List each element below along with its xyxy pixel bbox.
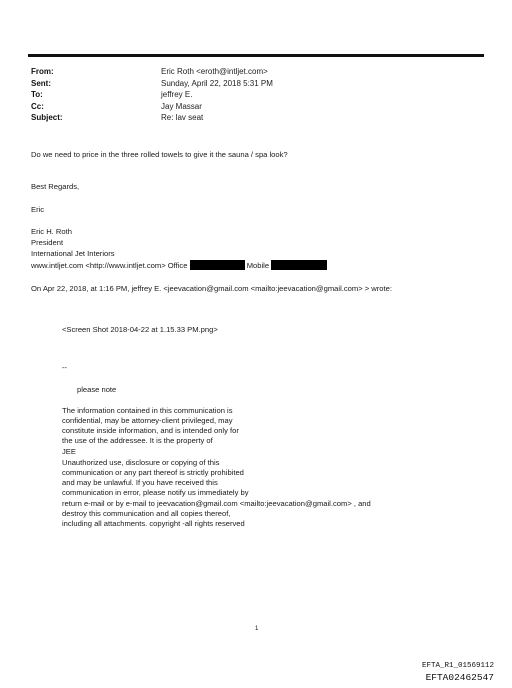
disclaimer-line: the use of the addressee. It is the property of: [62, 436, 213, 445]
please-note: please note: [77, 385, 117, 394]
to-label: To:: [31, 90, 43, 99]
cc-label: Cc:: [31, 101, 44, 111]
disclaimer-line: JEE: [62, 447, 76, 456]
subject-value: Re: lav seat: [161, 113, 204, 122]
to-value: jeffrey E.: [161, 90, 193, 99]
from-value: Eric Roth <eroth@intljet.com>: [161, 67, 268, 76]
disclaimer-line: confidential, may be attorney-client privileged, may: [62, 416, 233, 425]
to-row: [31, 89, 273, 101]
sent-row: [31, 78, 273, 90]
body-question: Do we need to price in the three rolled towels to give it the sauna / spa look?: [31, 150, 288, 159]
cc-value: Jay Massar: [161, 101, 202, 111]
signature-company: International Jet Interiors: [31, 249, 115, 258]
subject-row: [31, 112, 273, 124]
body-name: Eric: [31, 205, 45, 214]
page-number: 1: [255, 626, 259, 632]
redaction-mobile: [271, 260, 327, 270]
redaction-office: [190, 260, 245, 270]
disclaimer-line: Unauthorized use, disclosure or copying of this: [62, 458, 220, 467]
header-rule: [28, 54, 484, 57]
disclaimer-line: return e-mail or by e-mail to jeevacation@gmail.com <mailto:jeevacation@gmail.com> , and: [62, 499, 371, 508]
from-row: [31, 66, 273, 78]
email-header: [31, 66, 273, 124]
signature-mobile-label: Mobile: [246, 261, 270, 270]
attachment-reference: <Screen Shot 2018-04-22 at 1.15.33 PM.png>: [62, 325, 218, 334]
from-label: From:: [31, 67, 54, 76]
bates-number-primary: EFTA_R1_01569112: [421, 662, 494, 670]
signature-contact: [31, 260, 327, 271]
disclaimer-line: communication in error, please notify us immediately by: [62, 488, 249, 497]
disclaimer-line: destroy this communication and all copies thereof,: [62, 509, 231, 518]
body-regards: Best Regards,: [31, 182, 80, 191]
bates-number-secondary: EFTA02462547: [425, 672, 494, 683]
signature-name: Eric H. Roth: [31, 227, 72, 236]
signature-title: President: [31, 238, 64, 247]
disclaimer-line: constitute inside information, and is intended only for: [62, 426, 239, 435]
cc-row: [31, 101, 273, 113]
sent-value: Sunday, April 22, 2018 5:31 PM: [161, 78, 273, 88]
subject-label: Subject:: [31, 113, 63, 122]
disclaimer-line: The information contained in this communication is: [62, 406, 233, 415]
disclaimer-line: and may be unlawful. If you have received this: [62, 478, 218, 487]
sent-label: Sent:: [31, 78, 51, 88]
signature-web: www.intljet.com <http://www.intljet.com> Office: [31, 261, 188, 270]
quote-header: On Apr 22, 2018, at 1:16 PM, jeffrey E. <jeevacation@gmail.com <mailto:jeevacation@gmail.com> > wrote:: [31, 284, 392, 293]
disclaimer-line: including all attachments. copyright -all rights reserved: [62, 519, 245, 528]
disclaimer-line: communication or any part thereof is strictly prohibited: [62, 468, 244, 477]
signature-separator: --: [62, 363, 68, 372]
